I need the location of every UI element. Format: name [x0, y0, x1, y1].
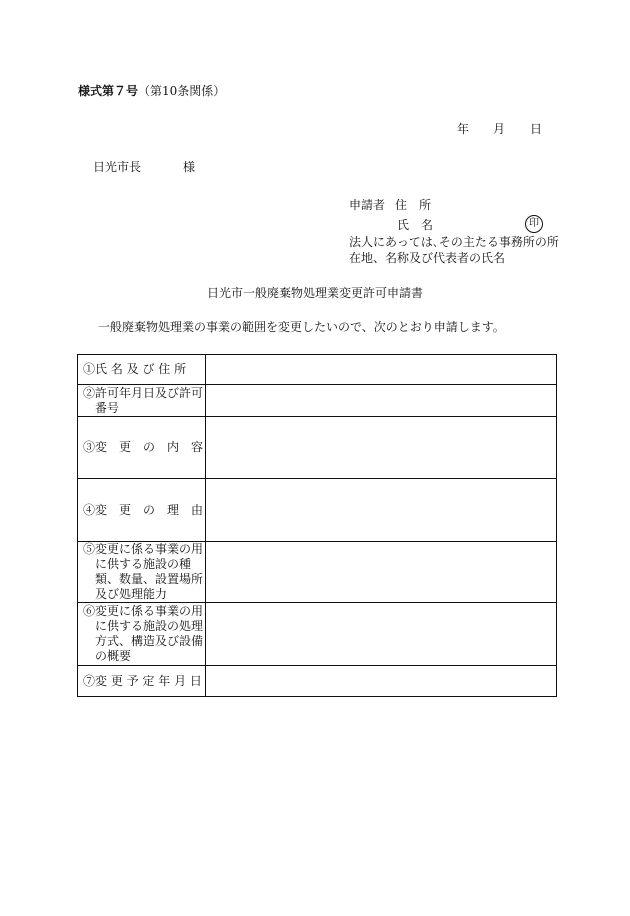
document-title: 日光市一般廃棄物処理業変更許可申請書 — [206, 286, 423, 300]
row-label — [78, 355, 206, 385]
intro-text: 一般廃棄物処理業の事業の範囲を変更したいので、次のとおり申請します。 — [98, 320, 505, 334]
row-value[interactable] — [206, 479, 557, 542]
table-row — [78, 603, 557, 666]
row-label — [78, 479, 206, 542]
row-label-text: ①氏 名 及 び 住 所 — [83, 362, 187, 376]
row-value[interactable] — [206, 417, 557, 479]
addressee-name: 日光市長 — [93, 160, 142, 174]
form-number — [78, 84, 225, 98]
table-row — [78, 417, 557, 479]
row-label — [78, 542, 206, 603]
row-value[interactable] — [206, 542, 557, 603]
row-label — [78, 385, 206, 417]
table-row — [78, 479, 557, 542]
table-row — [78, 542, 557, 603]
addressee — [93, 160, 196, 174]
table-row — [78, 355, 557, 385]
corporation-note: 法人にあっては､その主たる事務所の所在地、名称及び代表者の氏名 — [349, 235, 559, 265]
application-table — [77, 354, 557, 697]
row-label-text: ③変 更 の 内 容 — [83, 440, 204, 454]
form-number-label: 様式第７号 — [78, 84, 139, 98]
row-label-text: ②許可年月日及び許可番号 — [83, 385, 204, 415]
row-label — [78, 603, 206, 666]
table-row — [78, 666, 557, 697]
table-row — [78, 385, 557, 417]
row-label-text: ⑤変更に係る事業の用に供する施設の種類、数量、設置場所及び処理能力 — [83, 542, 204, 601]
row-value[interactable] — [206, 385, 557, 417]
applicant-name-label: 氏 名 — [397, 218, 434, 232]
row-label-text: ⑥変更に係る事業の用に供する施設の処理方式、構造及び設備の概要 — [83, 604, 204, 663]
addressee-honorific: 様 — [183, 160, 196, 174]
row-value[interactable] — [206, 355, 557, 385]
date-month: 月 — [493, 122, 506, 136]
seal-mark: 印 — [525, 215, 543, 233]
row-value[interactable] — [206, 603, 557, 666]
row-label — [78, 666, 206, 697]
applicant-label: 申請者 — [349, 198, 386, 212]
applicant-address-label: 住 所 — [395, 198, 432, 212]
form-relation: （第10条関係） — [138, 84, 226, 98]
row-label — [78, 417, 206, 479]
row-value[interactable] — [206, 666, 557, 697]
row-label-text: ④変 更 の 理 由 — [83, 502, 204, 517]
row-label-text: ⑦変 更 予 定 年 月 日 — [83, 673, 202, 688]
date-year: 年 — [457, 122, 470, 136]
date-day: 日 — [530, 122, 543, 136]
